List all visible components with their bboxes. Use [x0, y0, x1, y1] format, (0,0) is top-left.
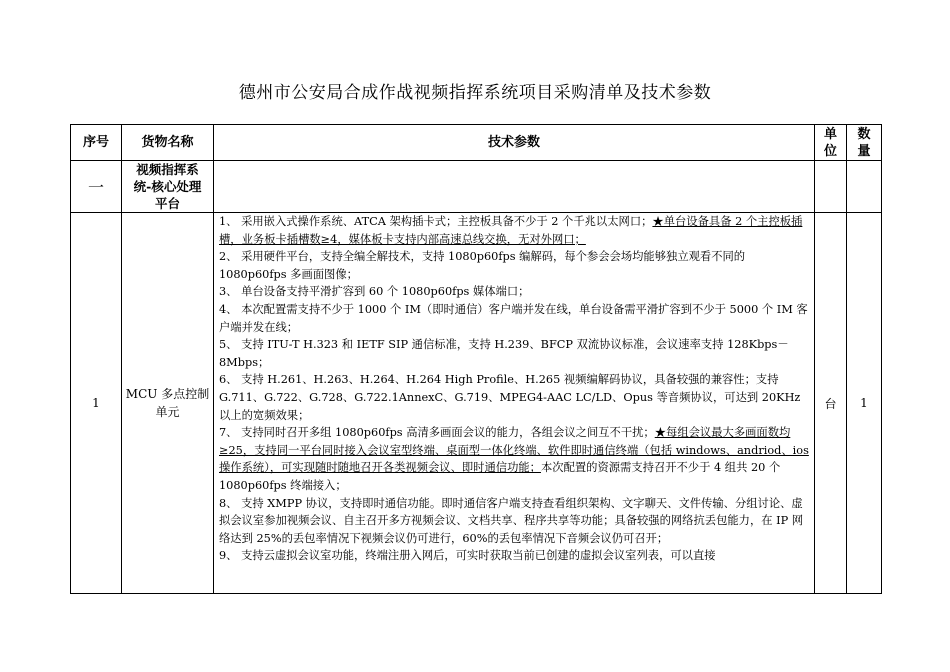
item-name-line1: MCU 多点控制	[125, 387, 210, 401]
header-params: 技术参数	[214, 125, 815, 161]
section-unit-cell	[815, 161, 847, 213]
document-title: 德州市公安局合成作战视频指挥系统项目采购清单及技术参数	[238, 83, 712, 103]
param-5: 5、 支持 ITU-T H.323 和 IETF SIP 通信标准，支持 H.239、BFCP 双流协议标准，会议速率支持 128Kbps－8Mbps；	[219, 338, 789, 369]
section-name	[122, 161, 214, 213]
section-row	[71, 161, 882, 213]
param-6: 6、 支持 H.261、H.263、H.264、H.264 High Profile、H.265 视频编解码协议，具备较强的兼容性；支持 G.711、G.722、G.728、G.722.1AnnexC、G.719、MPEG4-AAC LC/LD、Opus 等音频协议，可达到 20KHz 以上的宽频效果；	[219, 373, 801, 422]
header-unit	[815, 125, 847, 161]
param-7-tail: 本次配置的资源需支持召开不少于 4 组共 20 个 1080p60fps 终端接入；	[219, 461, 781, 492]
param-9: 9、 支持云虚拟会议室功能，终端注册入网后，可实时获取当前已创建的虚拟会议室列表，可以直接	[219, 549, 716, 563]
section-qty-cell	[847, 161, 882, 213]
section-name-line2: 统-核心处理	[133, 179, 202, 194]
section-params-cell	[214, 161, 815, 213]
item-unit: 台	[815, 213, 847, 594]
param-7	[219, 424, 811, 494]
item-name	[122, 213, 214, 594]
section-number: 一	[71, 161, 122, 213]
header-name: 货物名称	[122, 125, 214, 161]
header-unit-line2: 位	[823, 143, 837, 159]
item-number: 1	[71, 213, 122, 594]
item-name-line2: 单元	[155, 405, 180, 419]
header-qty-line2: 量	[857, 143, 871, 159]
param-8: 8、 支持 XMPP 协议，支持即时通信功能。即时通信客户端支持查看组织架构、文字聊天、文件传输、分组讨论、虚拟会议室参加视频会议、自主召开多方视频会议、文档共享、程序共享等功能；具备较强的网络抗丢包能力，在 IP 网络达到 25%的丢包率情况下视频会议仍可进行，60%的丢包率情况下音频会议仍可召开；	[219, 496, 804, 545]
table-header-row	[71, 125, 882, 161]
header-qty	[847, 125, 882, 161]
param-1	[219, 213, 811, 248]
param-4: 4、 本次配置需支持不少于 1000 个 IM（即时通信）客户端并发在线，单台设备需平滑扩容到不少于 5000 个 IM 客户端并发在线；	[219, 302, 808, 334]
param-1-text: 1、 采用嵌入式操作系统、ATCA 架构插卡式；主控板具备不少于 2 个千兆以太网口；	[219, 215, 653, 228]
item-params	[214, 213, 815, 594]
section-name-line1: 视频指挥系	[136, 162, 199, 177]
section-name-line3: 平台	[154, 196, 180, 211]
param-2: 2、 采用硬件平台，支持全编全解技术，支持 1080p60fps 编解码，每个参会会场均能够独立观看不同的 1080p60fps 多画面图像；	[219, 250, 746, 281]
param-1-starred: ★单台设备具备 2 个主控板插槽，业务板卡插槽数≥4，媒体板卡支持内部高速总线交换，无对外网口；	[219, 215, 803, 246]
param-7-text: 7、 支持同时召开多组 1080p60fps 高清多画面会议的能力，各组会议之间互不干扰；	[219, 426, 655, 440]
param-7-starred: ★每组会议最大多画面数均≥25，支持同一平台同时接入会议室型终端、桌面型一体化终端、软件即时通信终端（包括 windows、andriod、ios 操作系统），可实现随时随地召开各类视频会议、即时通信功能；	[219, 426, 809, 475]
procurement-table	[70, 124, 882, 594]
table-row	[71, 213, 882, 594]
item-qty: 1	[847, 213, 882, 594]
header-qty-line1: 数	[857, 126, 871, 142]
param-3: 3、 单台设备支持平滑扩容到 60 个 1080p60fps 媒体端口；	[219, 285, 530, 299]
header-no: 序号	[71, 125, 122, 161]
header-unit-line1: 单	[823, 126, 837, 142]
